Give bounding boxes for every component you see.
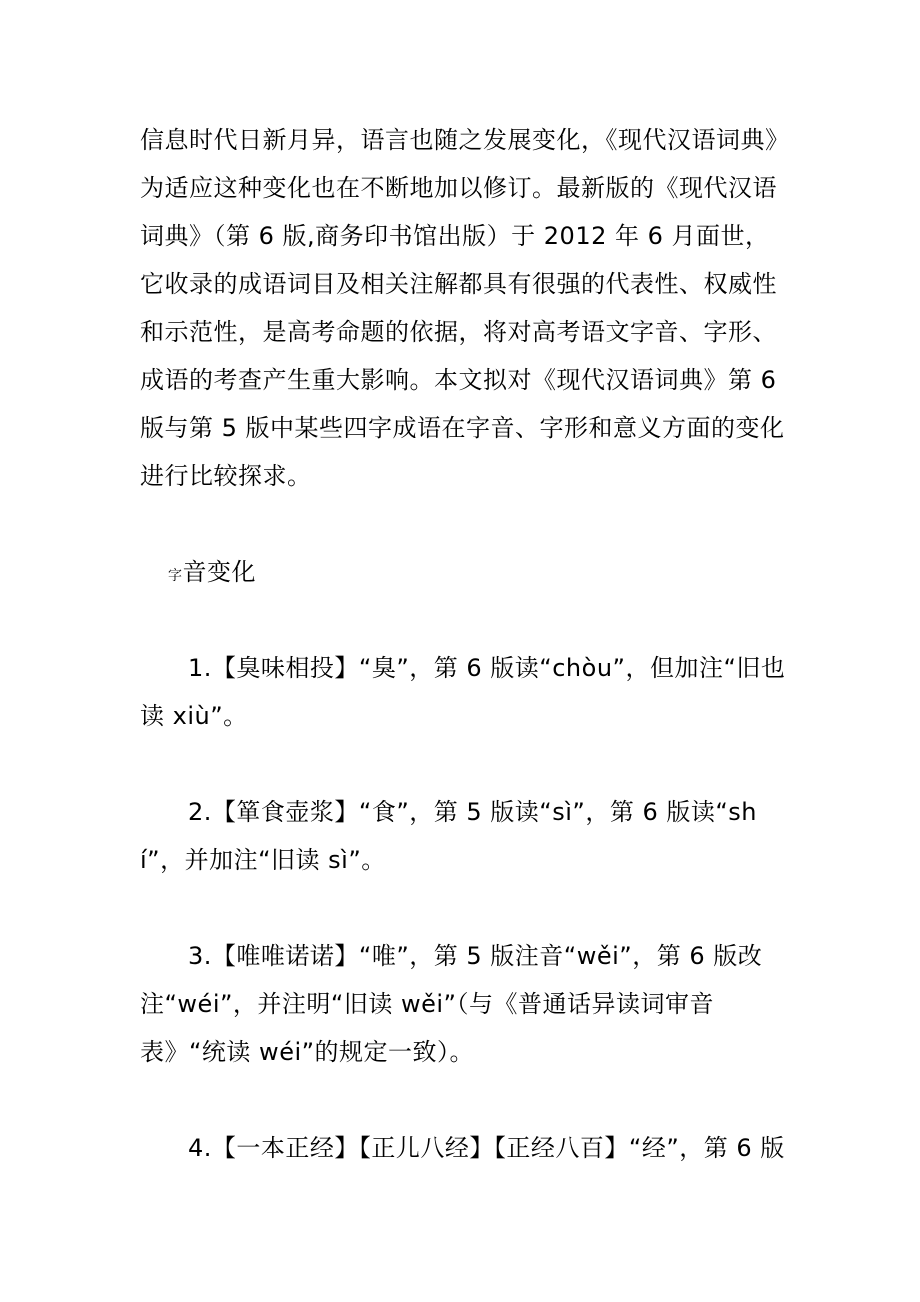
section-heading-small-char: 字 (168, 568, 183, 584)
list-item: 4.【一本正经】【正儿八经】【正经八百】“经”，第 6 版 (188, 1134, 785, 1162)
section-heading-text: 音变化 (182, 558, 256, 586)
list-item: 2.【箪食壶浆】“食”，第 5 版读“sì”，第 6 版读“shí”，并加注“旧读 sì”。 (140, 798, 758, 874)
list-item: 1.【臭味相投】“臭”，第 6 版读“chòu”，但加注“旧也读 xiù”。 (140, 654, 786, 730)
intro-paragraph: 信息时代日新月异，语言也随之发展变化，《现代汉语词典》为适应这种变化也在不断地加以修订。最新版的《现代汉语词典》（第 6 版,商务印书馆出版）于 2012 年 6 月面世，它收录的成语词目及相关注解都具有很强的代表性、权威性和示范性，是高考命题的依据，将对高考语文字音、字形、成语的考查产生重大影响。本文拟对《现代汉语词典》第 6 版与第 5 版中某些四字成语在字音、字形和意义方面的变化进行比较探求。 (140, 126, 790, 490)
list-item: 3.【唯唯诺诺】“唯”，第 5 版注音“wěi”，第 6 版改注“wéi”，并注明“旧读 wěi”（与《普通话异读词审音表》“统读 wéi”的规定一致）。 (140, 942, 763, 1066)
section-heading (168, 548, 818, 600)
